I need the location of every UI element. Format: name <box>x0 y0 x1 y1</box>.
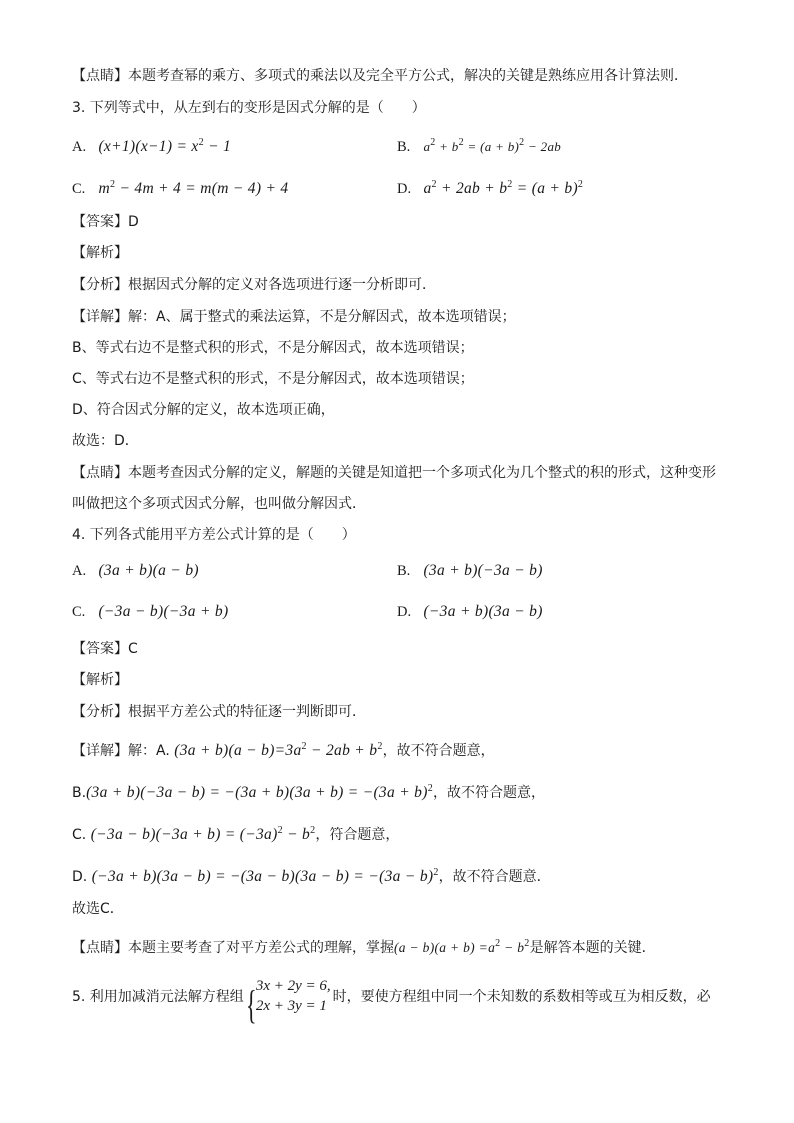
q3-detail-a: 【详解】解：A、属于整式的乘法运算，不是分解因式，故本选项错误； <box>72 309 516 325</box>
q4-detail-d: D. $(-3a + b)(3a - b) = -(3a - b)(3a - b) = -(3a - b)^2$，故不符合题意． <box>72 867 551 885</box>
detail-suffix: ，故不符合题意， <box>382 743 495 759</box>
q3-dianjing-line-2: 叫做把这个多项式因式分解，也叫做分解因式． <box>72 496 366 512</box>
q4-analysis: 【分析】根据平方差公式的特征逐一判断即可． <box>72 704 366 720</box>
q4-option-c: C. (−3a − b)(−3a + b) <box>72 603 229 620</box>
question-5-stem <box>72 978 711 1027</box>
option-label: B. <box>397 139 411 155</box>
q4-option-d: D. (−3a + b)(3a − b) <box>397 603 543 620</box>
q3-jiexi-heading: 【解析】 <box>72 245 128 261</box>
equation-1: 3x + 2y = 6, <box>255 978 331 994</box>
equation-2: 2x + 3y = 1 <box>255 998 327 1014</box>
q3-dianjing-line-1: 【点睛】本题考查因式分解的定义，解题的关键是知道把一个多项式化为几个整式的积的形式，这种变形 <box>72 465 716 481</box>
option-label: B. <box>397 563 411 579</box>
question-4-stem: 4. 下列各式能用平方差公式计算的是（ ） <box>72 527 356 543</box>
q3-analysis: 【分析】根据因式分解的定义对各选项进行逐一分析即可． <box>72 277 436 293</box>
detail-suffix: ，故不符合题意． <box>438 869 551 885</box>
q4-jiexi-heading: 【解析】 <box>72 672 128 688</box>
q3-option-c: C. $m^2 - 4m + 4 = m(m - 4) + 4$ <box>72 179 289 197</box>
q5-suffix: 时，要使方程组中同一个未知数的系数相等或互为相反数，必 <box>332 989 711 1005</box>
option-label: C. <box>72 181 86 197</box>
detail-label: D. <box>72 869 88 885</box>
option-label: D. <box>397 604 412 620</box>
option-label: D. <box>397 181 412 197</box>
q4-detail-c: C. $(-3a - b)(-3a + b) = (-3a)^2 - b^2$，符合题意， <box>72 825 400 843</box>
q4-dianjing: 【点睛】本题主要考查了对平方差公式的理解，掌握$(a - b)(a + b) =a^2 - b^2$是解答本题的关键． <box>72 938 656 956</box>
detail-label: B. <box>72 785 87 801</box>
q3-answer: 【答案】D <box>72 214 139 230</box>
detail-prefix: 【详解】解：A. <box>72 743 170 759</box>
option-label: C. <box>72 604 86 620</box>
detail-suffix: ，故不符合题意， <box>433 785 546 801</box>
q3-detail-c: C、等式右边不是整式积的形式，不是分解因式，故本选项错误； <box>72 371 474 387</box>
q4-option-a: A. (3a + b)(a − b) <box>72 562 199 579</box>
q3-option-b: B. $a^2 + b^2 = (a + b)^2 - 2ab$ <box>397 137 562 155</box>
q3-option-d: D. $a^2 + 2ab + b^2 = (a + b)^2$ <box>397 179 584 197</box>
q3-option-a: A. $(x+1)(x-1) = x^2 - 1$ <box>72 137 232 155</box>
q4-conclusion: 故选C． <box>72 901 124 917</box>
q5-prefix: 5. 利用加减消元法解方程组 <box>72 989 244 1005</box>
dianjing-line: 【点睛】本题考查幂的乘方、多项式的乘法以及完全平方公式，解决的关键是熟练应用各计算法则． <box>72 68 688 84</box>
q4-option-b: B. (3a + b)(−3a − b) <box>397 562 543 579</box>
q3-detail-b: B、等式右边不是整式积的形式，不是分解因式，故本选项错误； <box>72 340 474 356</box>
option-label: A. <box>72 563 87 579</box>
q4-detail-a: 【详解】解：A. $(3a + b)(a - b)=3a^2 - 2ab + b^2$，故不符合题意， <box>72 741 495 759</box>
dianjing-prefix: 【点睛】本题主要考查了对平方差公式的理解，掌握 <box>72 940 394 956</box>
q3-detail-d: D、符合因式分解的定义，故本选项正确， <box>72 402 335 418</box>
equation-system <box>245 978 331 1027</box>
q3-conclusion: 故选：D． <box>72 433 139 449</box>
option-label: A. <box>72 139 87 155</box>
q4-detail-b: $B.(3a + b)(-3a - b) = -(3a + b)(3a + b) = -(3a + b)^2$，故不符合题意， <box>72 783 546 801</box>
brace-icon: { <box>245 982 257 1027</box>
detail-label: C. <box>72 827 87 843</box>
q4-answer: 【答案】C <box>72 641 138 657</box>
question-3-stem: 3. 下列等式中，从左到右的变形是因式分解的是（ ） <box>72 100 426 116</box>
detail-suffix: ，符合题意， <box>315 827 400 843</box>
dianjing-suffix: 是解答本题的关键． <box>529 940 656 956</box>
